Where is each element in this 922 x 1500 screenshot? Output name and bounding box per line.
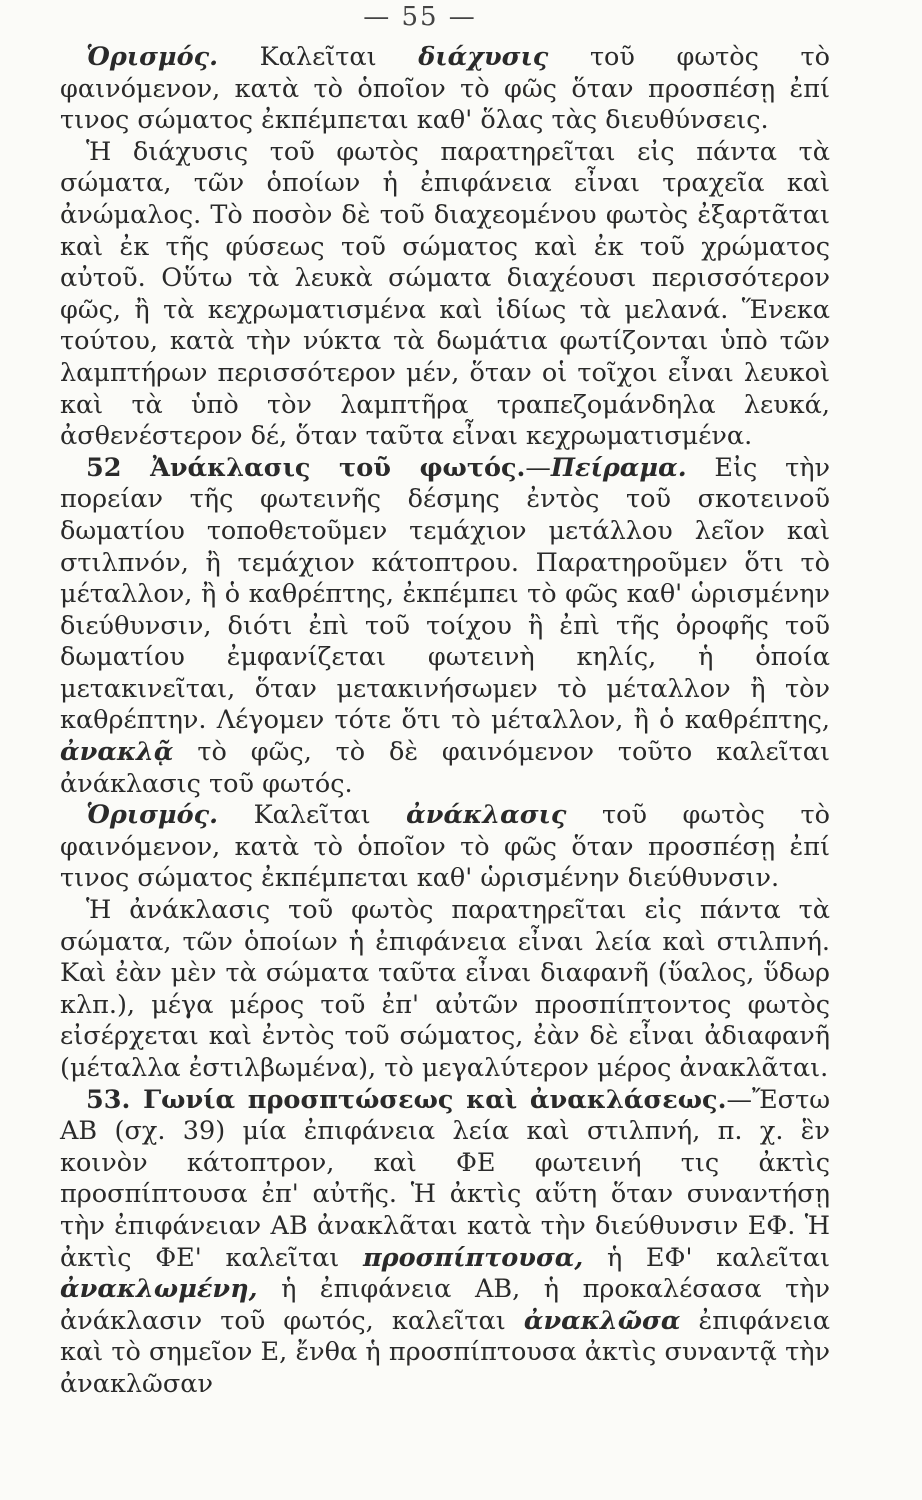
term-reflection: ἀνάκλασις [406, 800, 567, 831]
definition-diffusion: Ὁρισμός. Καλεῖται διάχυσις τοῦ φωτὸς τὸ φαινόμενον, κατὰ τὸ ὁποῖον τὸ φῶς ὅταν προσπέσῃ ἐπί τινος σώματος ἐκπέμπεται καθ' ὅλας τὰς διευθύνσεις. [60, 42, 830, 136]
paragraph-reflection: Ἡ ἀνάκλασις τοῦ φωτὸς παρατηρεῖται εἰς πάντα τὰ σώματα, τῶν ὁποίων ἡ ἐπιφάνεια εἶναι λεία καὶ στιλπνή. Καὶ ἐὰν μὲν τὰ σώματα ταῦτα εἶναι διαφανῆ (ὕαλος, ὕδωρ κλπ.), μέγα μέρος τοῦ ἐπ' αὐτῶν προσπίπτοντος φωτὸς εἰσέρχεται καὶ ἐντὸς τοῦ σώματος, ἐὰν δὲ εἶναι ἀδιαφανῆ (μέταλλα ἐστιλβωμένα), τὸ μεγαλύτερον μέρος ἀνακλᾶται. [60, 895, 830, 1083]
page-number: — 55 — [363, 2, 477, 32]
term-incident: προσπίπτουσα, [363, 1242, 584, 1273]
section-53: 53. Γωνία προσπτώσεως καὶ ἀνακλάσεως.—Ἔστω ΑΒ (σχ. 39) μία ἐπιφάνεια λεία καὶ στιλπνή, π. χ. ἓν κοινὸν κάτοπτρον, καὶ ΦΕ φωτεινή τις ἀκτὶς προσπίπτουσα ἐπ' αὐτῆς. Ἡ ἀκτὶς αὕτη ὅταν συναντήσῃ τὴν ἐπιφάνειαν ΑΒ ἀνακλᾶται κατὰ τὴν διεύθυνσιν ΕΦ. Ἡ ἀκτὶς ΦΕ' καλεῖται προσπίπτουσα, ἡ ΕΦ' καλεῖται ἀνακλωμένη, ἡ ἐπιφάνεια ΑΒ, ἡ προκαλέσασα τὴν ἀνάκλασιν τοῦ φωτός, καλεῖται ἀνακλῶσα ἐπιφάνεια καὶ τὸ σημεῖον Ε, ἔνθα ἡ προσπίπτουσα ἀκτὶς συναντᾷ τὴν ἀνακλῶσαν [60, 1084, 830, 1399]
experiment-label: Πείραμα. [550, 452, 687, 483]
definition-reflection: Ὁρισμός. Καλεῖται ἀνάκλασις τοῦ φωτὸς τὸ φαινόμενον, κατὰ τὸ ὁποῖον τὸ φῶς ὅταν προσπέσῃ ἐπί τινος σώματος ἐκπέμπεται καθ' ὡρισμένην διεύθυνσιν. [60, 800, 830, 894]
term-reflected: ἀνακλωμένη, [60, 1274, 258, 1305]
paragraph-diffusion: Ἡ διάχυσις τοῦ φωτὸς παρατηρεῖται εἰς πάντα τὰ σώματα, τῶν ὁποίων ἡ ἐπιφάνεια εἶναι τραχεῖα καὶ ἀνώμαλος. Τὸ ποσὸν δὲ τοῦ διαχεομένου φωτὸς ἐξαρτᾶται καὶ ἐκ τῆς φύσεως τοῦ σώματος καὶ ἐκ τοῦ χρώματος αὐτοῦ. Οὕτω τὰ λευκὰ σώματα διαχέουσι περισσότερον φῶς, ἢ τὰ κεχρωματισμένα καὶ ἰδίως τὰ μελανά. Ἕνεκα τούτου, κατὰ τὴν νύκτα τὰ δωμάτια φωτίζονται ὑπὸ τῶν λαμπτήρων περισσότερον μέν, ὅταν οἱ τοῖχοι εἶναι λευκοὶ καὶ τὰ ὑπὸ τὸν λαμπτῆρα τραπεζομάνδηλα λευκά, ἀσθενέστερον δέ, ὅταν ταῦτα εἶναι κεχρωματισμένα. [60, 136, 830, 452]
term-reflecting: ἀνακλῶσα [523, 1305, 681, 1336]
section-heading: Ἀνάκλασις τοῦ φωτός. [121, 452, 526, 483]
term-diffusion: διάχυσις [418, 42, 549, 72]
term-reflects: ἀνακλᾷ [60, 737, 174, 768]
section-number: 52 [86, 452, 122, 483]
page-body [60, 42, 830, 1401]
definition-label: Ὁρισμός. [86, 42, 219, 72]
section-heading: Γωνία προσπτώσεως καὶ ἀνακλάσεως. [130, 1084, 727, 1115]
section-52: 52 Ἀνάκλασις τοῦ φωτός.—Πείραμα. Εἰς τὴν πορείαν τῆς φωτεινῆς δέσμης ἐντὸς τοῦ σκοτεινοῦ δωματίου τοποθετοῦμεν τεμάχιον μετάλλου λεῖον καὶ στιλπνόν, ἢ τεμάχιον κάτοπτρου. Παρατηροῦμεν ὅτι τὸ μέταλλον, ἢ ὁ καθρέπτης, ἐκπέμπει τὸ φῶς καθ' ὡρισμένην διεύθυνσιν, διότι ἐπὶ τοῦ τοίχου ἢ ἐπὶ τῆς ὀροφῆς τοῦ δωματίου ἐμφανίζεται φωτεινὴ κηλίς, ἡ ὁποία μετακινεῖται, ὅταν μετακινήσωμεν τὸ μέταλλον ἢ τὸν καθρέπτην. Λέγομεν τότε ὅτι τὸ μέταλλον, ἢ ὁ καθρέπτης, ἀνακλᾷ τὸ φῶς, τὸ δὲ φαινόμενον τοῦτο καλεῖται ἀνάκλασις τοῦ φωτός. [60, 452, 830, 799]
section-number: 53. [86, 1084, 131, 1115]
definition-label: Ὁρισμός. [86, 800, 219, 831]
